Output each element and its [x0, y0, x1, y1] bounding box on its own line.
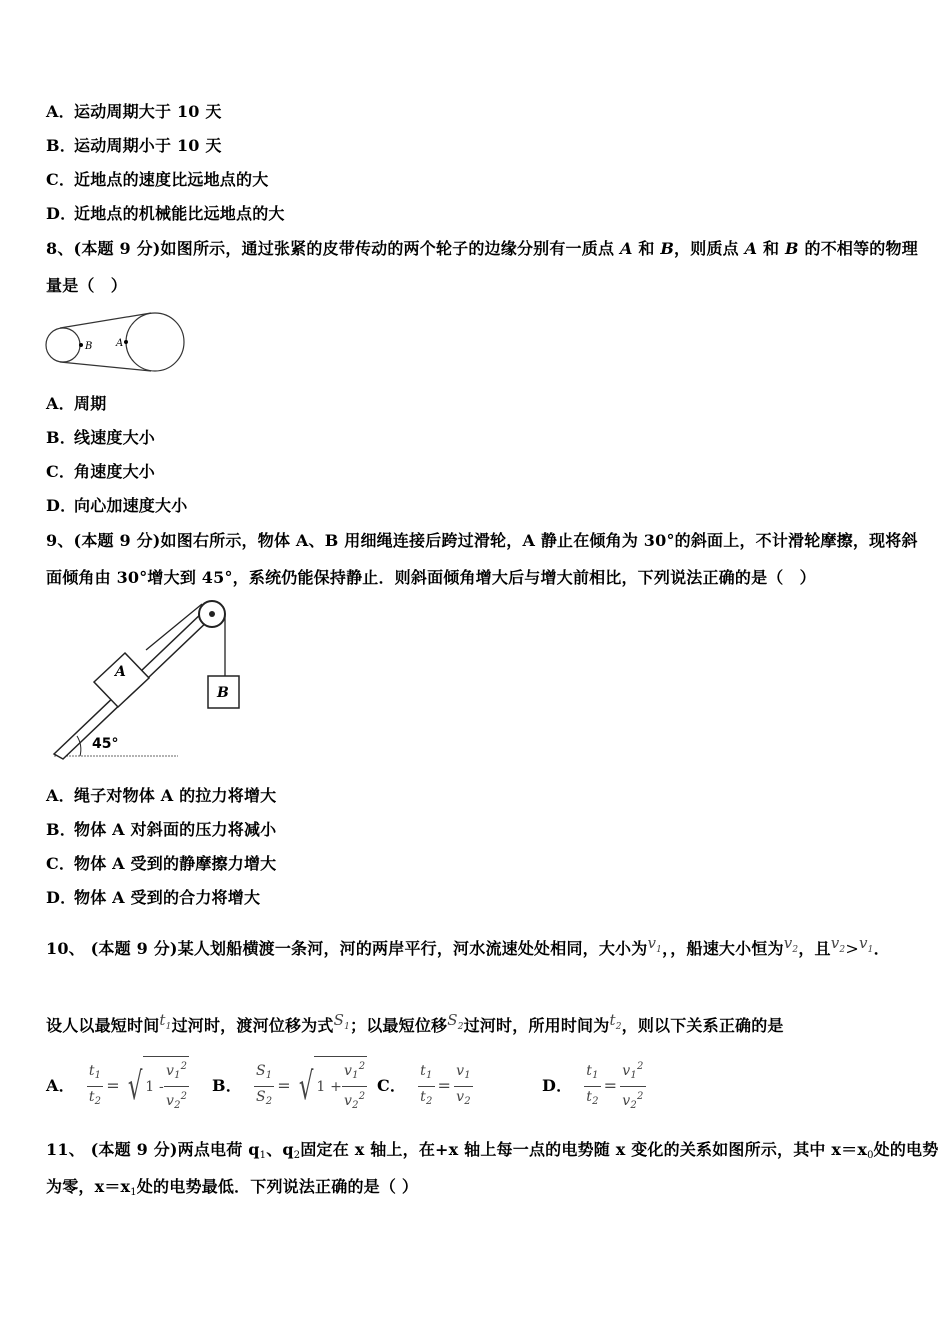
incline-pulley-figure: [50, 596, 250, 766]
point-b: B: [785, 239, 799, 258]
q9-stem-line2: 面倾角由 30°增大到 45°，系统仍能保持静止．则斜面倾角增大后与增大前相比，下列说法正确的是（ ）: [46, 568, 816, 587]
greater-than: >: [845, 939, 859, 958]
subscript: 0: [867, 1150, 874, 1161]
q7-option-b[interactable]: [46, 136, 222, 156]
point-a-dot: [124, 340, 128, 344]
stem-text: 处的电势最低．下列说法正确的是（ ）: [136, 1177, 419, 1196]
q8-stem-line2: 量是（ ）: [46, 276, 128, 295]
q8-option-b[interactable]: [46, 428, 155, 448]
var-t1: $t_1$: [159, 1011, 172, 1032]
q7-option-d[interactable]: [46, 204, 285, 224]
pulley-axle: [209, 611, 215, 617]
option-text: 角速度大小: [74, 462, 156, 481]
stem-text: ．: [873, 939, 890, 958]
option-text: 物体 A 受到的静摩擦力增大: [74, 854, 277, 873]
option-letter: B．: [46, 136, 76, 155]
option-text: 线速度大小: [74, 428, 156, 447]
option-text: 运动周期大于 10 天: [74, 102, 222, 121]
option-text: 向心加速度大小: [74, 496, 188, 515]
fraction-t1-t2: $\frac{t_1}{t_2}$: [420, 1062, 433, 1107]
option-letter: D．: [46, 888, 77, 907]
option-letter: C．: [46, 170, 76, 189]
label-b: B: [85, 341, 93, 352]
option-letter: D．: [46, 496, 77, 515]
option-letter: C．: [46, 462, 76, 481]
option-text: 运动周期小于 10 天: [74, 136, 222, 155]
belt-bottom: [60, 362, 151, 371]
sqrt-expression: √ 1 + $\frac{v_1^2}{v_2^2}$: [294, 1056, 367, 1116]
option-letter: A．: [46, 394, 75, 413]
label-a: A: [115, 664, 126, 680]
stem-text: 的不相等的物理: [798, 239, 918, 258]
stem-text: (本题 9 分)如图所示，通过张紧的皮带传动的两个轮子的边缘分别有一质点: [73, 239, 620, 258]
label-a: A: [116, 338, 124, 349]
q8-option-c[interactable]: [46, 462, 155, 482]
q10-stem-line1: [46, 933, 890, 960]
q10-option-b[interactable]: B． $\frac{S_1}{S_2}$ = √ 1 + $\frac{v_1^2}{v_2^2}$: [212, 1056, 367, 1116]
q11-stem-line1: [46, 1140, 938, 1166]
stem-text: ，且: [798, 939, 831, 958]
q10-stem-line2: [46, 1010, 784, 1037]
q10-option-d[interactable]: D． $\frac{t_1}{t_2}$ = $\frac{v_1^2}{v_2^2}$: [542, 1056, 646, 1116]
option-text: 近地点的速度比远地点的大: [74, 170, 269, 189]
option-letter: B．: [46, 428, 76, 447]
stem-text: (本题 9 分)两点电荷 q: [84, 1140, 260, 1159]
q8-option-a[interactable]: [46, 394, 106, 414]
option-letter: B．: [212, 1076, 242, 1095]
stem-text: 过河时，所用时间为: [463, 1016, 610, 1035]
q7-option-c[interactable]: [46, 170, 268, 190]
option-letter: C．: [46, 854, 76, 873]
fraction-v1sq-v2sq: $\frac{v_1^2}{v_2^2}$: [620, 1057, 645, 1116]
stem-text: ；以最短位移: [350, 1016, 448, 1035]
option-text: 绳子对物体 A 的拉力将增大: [74, 786, 277, 805]
point-b-dot: [79, 343, 83, 347]
label-b: B: [217, 685, 229, 701]
option-text: 近地点的机械能比远地点的大: [74, 204, 285, 223]
var-v1: $v_1$: [858, 934, 874, 955]
stem-text: 和: [632, 239, 661, 258]
var-s2: $S_2$: [447, 1011, 464, 1032]
large-wheel: [126, 313, 184, 371]
q11-stem-line2: [46, 1177, 418, 1203]
subscript: 1: [130, 1187, 137, 1198]
stem-text: ，，船速大小恒为: [662, 939, 784, 958]
q10-option-a[interactable]: A． $\frac{t_1}{t_2}$ = √ 1 - $\frac{v_1^2}{v_2^2}$: [46, 1056, 189, 1116]
small-wheel: [46, 328, 80, 362]
subscript: 1: [259, 1150, 267, 1161]
sqrt-expression: √ 1 - $\frac{v_1^2}{v_2^2}$: [123, 1056, 189, 1116]
option-letter: A．: [46, 102, 75, 121]
var-s1: $S_1$: [333, 1011, 351, 1032]
option-letter: A．: [46, 786, 75, 805]
belt-pulley-figure: [44, 308, 190, 378]
option-letter: B．: [46, 820, 76, 839]
fraction-v1-v2: $\frac{v_1}{v_2}$: [456, 1062, 471, 1107]
var-t2: $t_2$: [609, 1011, 622, 1032]
q9-option-a[interactable]: [46, 786, 276, 806]
stem-text: 和: [757, 239, 785, 258]
q8-option-d[interactable]: [46, 496, 187, 516]
q9-option-d[interactable]: [46, 888, 260, 908]
belt-top: [60, 313, 151, 328]
stem-text: 固定在 x 轴上，在+x 轴上每一点的电势随 x 变化的关系如图所示，其中 x＝x: [300, 1140, 868, 1159]
stem-text: ，则质点: [674, 239, 745, 258]
stem-text: 处的电势: [873, 1140, 939, 1159]
option-letter: D．: [46, 204, 77, 223]
option-text: 物体 A 受到的合力将增大: [74, 888, 261, 907]
block-a: [94, 653, 149, 707]
stem-text: (本题 9 分)某人划船横渡一条河，河的两岸平行，河水流速处处相同，大小为: [84, 939, 648, 958]
stem-text: (本题 9 分)如图右所示，物体 A、B 用细绳连接后跨过滑轮，A 静止在倾角为 30°的斜面上，不计滑轮摩擦，现将斜: [73, 531, 918, 550]
subscript: 2: [293, 1150, 301, 1161]
q10-option-c[interactable]: C． $\frac{t_1}{t_2}$ = $\frac{v_1}{v_2}$: [377, 1056, 473, 1116]
angle-label: 45°: [92, 736, 119, 752]
point-a: A: [619, 239, 633, 258]
question-number: 10、: [46, 939, 85, 958]
question-number: 8、: [46, 239, 74, 258]
stem-text: 过河时，渡河位移为式: [171, 1016, 334, 1035]
stem-text: ，则以下关系正确的是: [621, 1016, 784, 1035]
var-v2: $v_2$: [783, 934, 799, 955]
q8-stem-line1: [46, 239, 918, 259]
var-v2: $v_2$: [830, 934, 846, 955]
stem-text: 、q: [266, 1140, 294, 1159]
fraction-t1-t2: $\frac{t_1}{t_2}$: [586, 1062, 599, 1107]
fraction-t1-t2: $\frac{t_1}{t_2}$: [88, 1062, 102, 1107]
option-text: 周期: [74, 394, 107, 413]
question-number: 11、: [46, 1140, 85, 1159]
q9-stem-line1: [46, 531, 918, 551]
q7-option-a[interactable]: [46, 102, 222, 122]
q9-option-c[interactable]: [46, 854, 276, 874]
stem-text: 设人以最短时间: [46, 1016, 160, 1035]
question-number: 9、: [46, 531, 74, 550]
option-text: 物体 A 对斜面的压力将减小: [74, 820, 277, 839]
point-a: A: [744, 239, 758, 258]
var-v1: $v_1$: [647, 934, 663, 955]
option-letter: C．: [377, 1076, 407, 1095]
option-letter: D．: [542, 1076, 573, 1095]
q9-option-b[interactable]: [46, 820, 276, 840]
point-b: B: [660, 239, 675, 258]
option-letter: A．: [46, 1076, 75, 1095]
fraction-s1-s2: $\frac{S_1}{S_2}$: [255, 1062, 273, 1107]
stem-text: 为零，x＝x: [46, 1177, 131, 1196]
